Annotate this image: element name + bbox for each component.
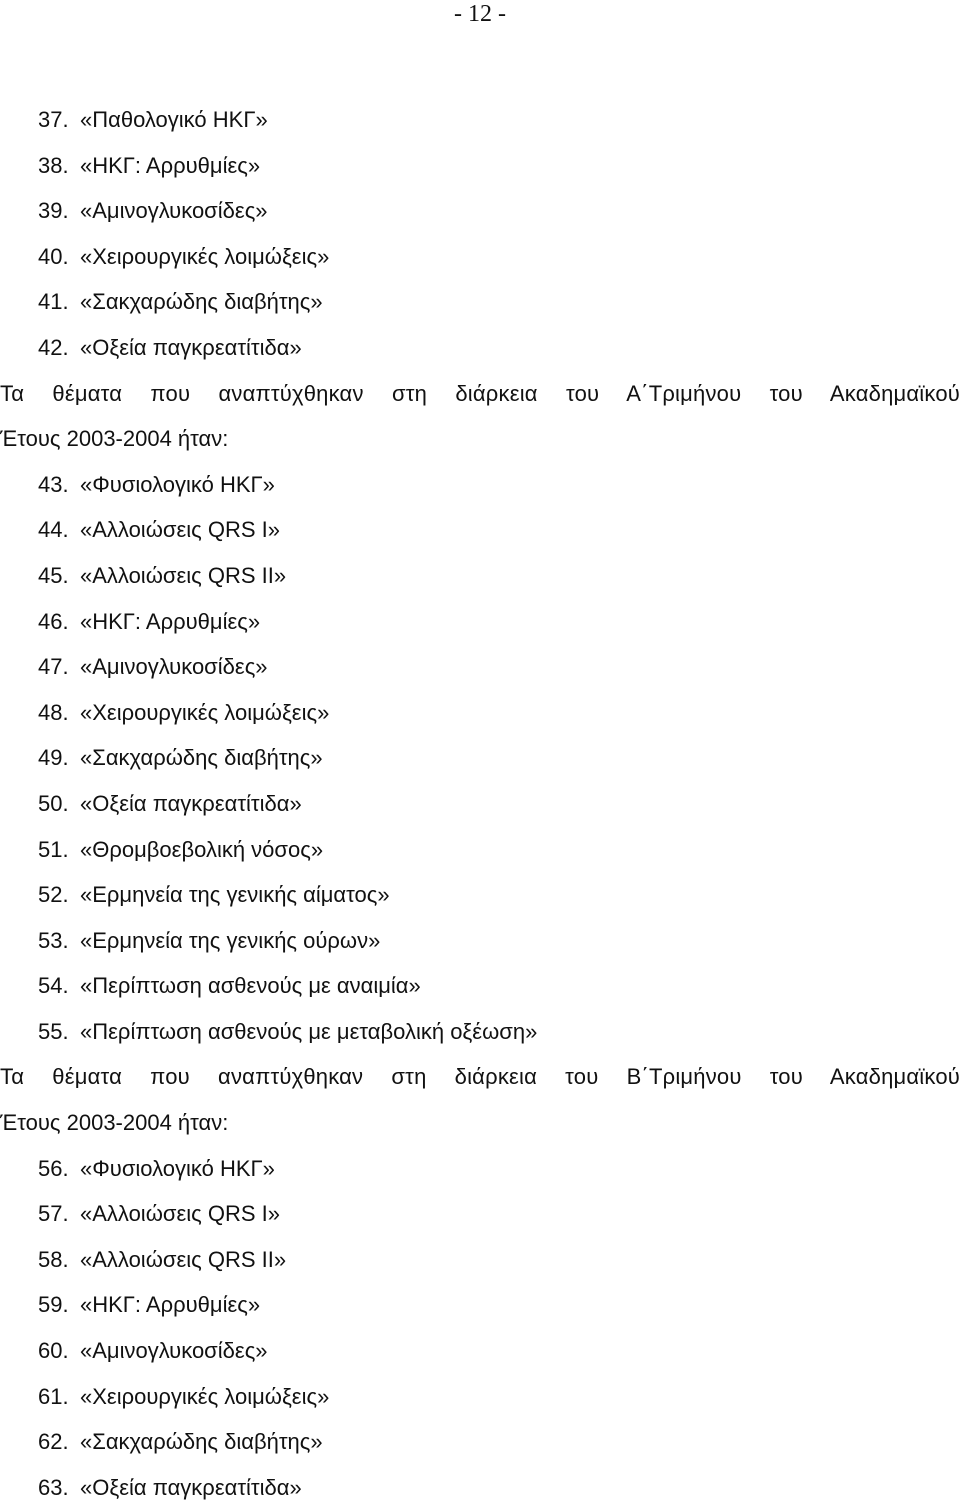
list-item [0,234,960,280]
list-item [0,1282,960,1328]
item-text: «Σακχαρώδης διαβήτης» [80,289,323,315]
item-text: «Αλλοιώσεις QRS Ι» [80,517,280,543]
topic-list-3 [0,1146,960,1510]
item-number: 57. [38,1201,69,1227]
item-number: 54. [38,973,69,999]
item-number: 50. [38,790,69,816]
list-item [0,1328,960,1374]
list-item [0,690,960,736]
item-text: «Θρομβοεβολική νόσος» [80,836,324,862]
list-item [0,1191,960,1237]
item-text: «Σακχαρώδης διαβήτης» [80,745,323,771]
page-number: - 12 - [454,1,506,27]
item-text: «Αλλοιώσεις QRS Ι» [80,1201,280,1227]
item-number: 51. [38,836,69,862]
list-item [0,1146,960,1192]
item-text: «Αμινογλυκοσίδες» [80,198,268,224]
paragraph-line: Έτους 2003-2004 ήταν: [0,426,229,452]
topic-list-2 [0,462,960,1055]
item-text: «Χειρουργικές λοιμώξεις» [80,243,330,269]
item-number: 44. [38,517,69,543]
item-text: «Χειρουργικές λοιμώξεις» [80,1383,330,1409]
list-item [0,553,960,599]
item-text: «Αλλοιώσεις QRS ΙΙ» [80,562,287,588]
list-item [0,735,960,781]
item-text: «Περίπτωση ασθενούς με αναιμία» [80,973,421,999]
item-number: 38. [38,152,69,178]
list-item [0,1237,960,1283]
list-item [0,1009,960,1055]
item-text: «Ερμηνεία της γενικής αίματος» [80,882,390,908]
item-number: 59. [38,1292,69,1318]
item-number: 55. [38,1018,69,1044]
list-item [0,599,960,645]
item-number: 42. [38,334,69,360]
topic-list-1 [0,97,960,371]
item-number: 63. [38,1474,69,1500]
item-text: «Αμινογλυκοσίδες» [80,654,268,680]
item-number: 46. [38,608,69,634]
item-text: «ΗΚΓ: Αρρυθμίες» [80,1292,261,1318]
paragraph-line: Τα θέματα που αναπτύχθηκαν στη διάρκεια του Α΄Τριμήνου του Ακαδημαϊκού [0,380,960,406]
list-item [0,325,960,371]
list-item [0,872,960,918]
list-item [0,1374,960,1420]
item-number: 53. [38,927,69,953]
item-number: 49. [38,745,69,771]
item-text: «ΗΚΓ: Αρρυθμίες» [80,152,261,178]
item-number: 62. [38,1429,69,1455]
item-number: 58. [38,1246,69,1272]
item-text: «Φυσιολογικό ΗΚΓ» [80,471,275,497]
intro-paragraph-b-trimester [0,1054,960,1145]
item-text: «Ερμηνεία της γενικής ούρων» [80,927,381,953]
item-number: 61. [38,1383,69,1409]
item-text: «Παθολογικό ΗΚΓ» [80,107,268,132]
item-number: 52. [38,882,69,908]
item-number: 56. [38,1155,69,1181]
list-item [0,781,960,827]
document-body [0,97,960,1510]
list-item [0,918,960,964]
list-item [0,1419,960,1465]
list-item [0,1465,960,1510]
list-item [0,188,960,234]
list-item [0,963,960,1009]
item-text: «ΗΚΓ: Αρρυθμίες» [80,608,261,634]
list-item [0,644,960,690]
list-item [0,143,960,189]
list-item [0,507,960,553]
list-item [0,279,960,325]
item-text: «Αμινογλυκοσίδες» [80,1338,268,1364]
item-number: 60. [38,1338,69,1364]
intro-paragraph-a-trimester [0,371,960,462]
item-number: 39. [38,198,69,224]
item-number: 37. [38,107,69,132]
item-text: «Φυσιολογικό ΗΚΓ» [80,1155,275,1181]
item-number: 48. [38,699,69,725]
item-number: 40. [38,243,69,269]
item-number: 45. [38,562,69,588]
list-item [0,97,960,143]
item-text: «Αλλοιώσεις QRS ΙΙ» [80,1246,287,1272]
item-text: «Οξεία παγκρεατίτιδα» [80,1474,302,1500]
item-number: 47. [38,654,69,680]
paragraph-line: Τα θέματα που αναπτύχθηκαν στη διάρκεια του Β΄Τριμήνου του Ακαδημαϊκού [0,1064,960,1090]
item-text: «Περίπτωση ασθενούς με μεταβολική οξέωση» [80,1018,538,1044]
paragraph-line: Έτους 2003-2004 ήταν: [0,1110,229,1136]
item-text: «Χειρουργικές λοιμώξεις» [80,699,330,725]
list-item [0,827,960,873]
list-item [0,462,960,508]
item-number: 43. [38,471,69,497]
item-number: 41. [38,289,69,315]
item-text: «Οξεία παγκρεατίτιδα» [80,790,302,816]
item-text: «Σακχαρώδης διαβήτης» [80,1429,323,1455]
item-text: «Οξεία παγκρεατίτιδα» [80,334,302,360]
